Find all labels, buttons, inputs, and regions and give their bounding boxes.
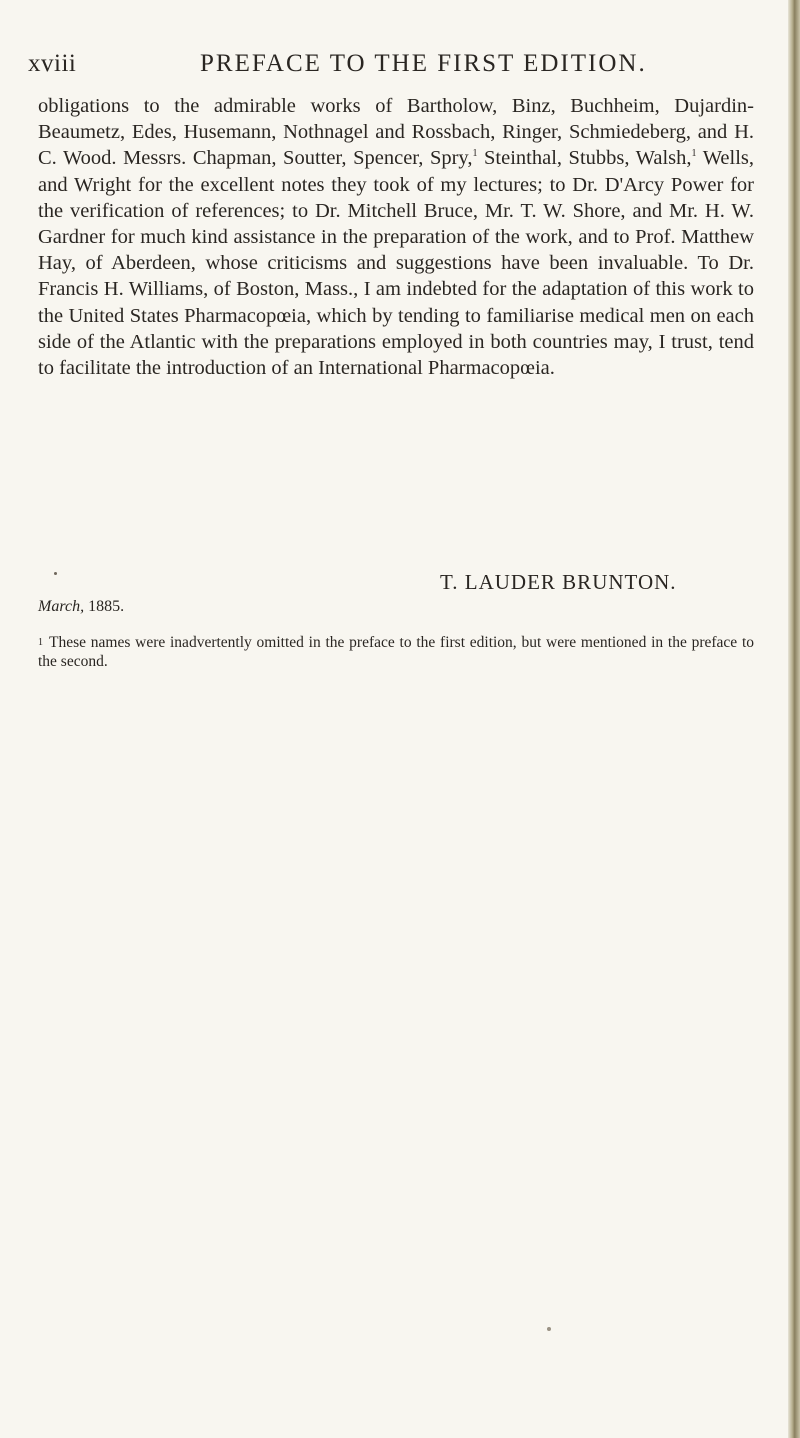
running-head: PREFACE TO THE FIRST EDITION. (200, 50, 647, 77)
printing-speck (54, 572, 57, 575)
author-signature: T. LAUDER BRUNTON. (440, 570, 677, 594)
body-text-part-3: Wells, and Wright for the excellent notes they took of my lectures; to Dr. D'Arcy Power for the verification of references; to Dr. Mitchell Bruce, Mr. T. W. Shore, and Mr. H. W. Gardner for much kind assistance in the preparation of the work, and to Prof. Matthew Hay, of Aberdeen, whose criticisms and suggestions have been invaluable. To Dr. Francis H. Williams, of Boston, Mass., I am indebted for the adaptation of this work to the United States Pharmacopœia, which by tending to familiarise medical men on each side of the Atlantic with the preparations employed in both countries may, I trust, tend to facilitate the introduction of an International Pharmacopœia. (38, 147, 754, 380)
date-line (38, 598, 124, 616)
footnote-text: These names were inadvertently omitted in the preface to the first edition, but were mentioned in the preface to the second. (38, 634, 754, 670)
body-text-part-2: Steinthal, Stubbs, Walsh, (477, 147, 692, 170)
page-header (28, 50, 768, 84)
footnote-reference: 1 (691, 148, 697, 160)
printing-speck (547, 1327, 551, 1331)
date-month: March, (38, 598, 85, 615)
page-edge-shadow (788, 0, 800, 1438)
body-paragraph (38, 93, 754, 381)
footnote (38, 633, 754, 671)
body-text-part-1: obligations to the admirable works of Bartholow, Binz, Buchheim, Dujardin-Beaumetz, Edes, Husemann, Nothnagel and Rossbach, Ringer, Schmiedeberg, and H. C. Wood. Messrs. Chapman, Soutter, Spencer, Spry, (38, 95, 754, 170)
page-number: xviii (28, 50, 77, 77)
footnote-mark: 1 (38, 637, 43, 648)
date-year: 1885. (88, 598, 125, 615)
footnote-reference: 1 (472, 148, 478, 160)
